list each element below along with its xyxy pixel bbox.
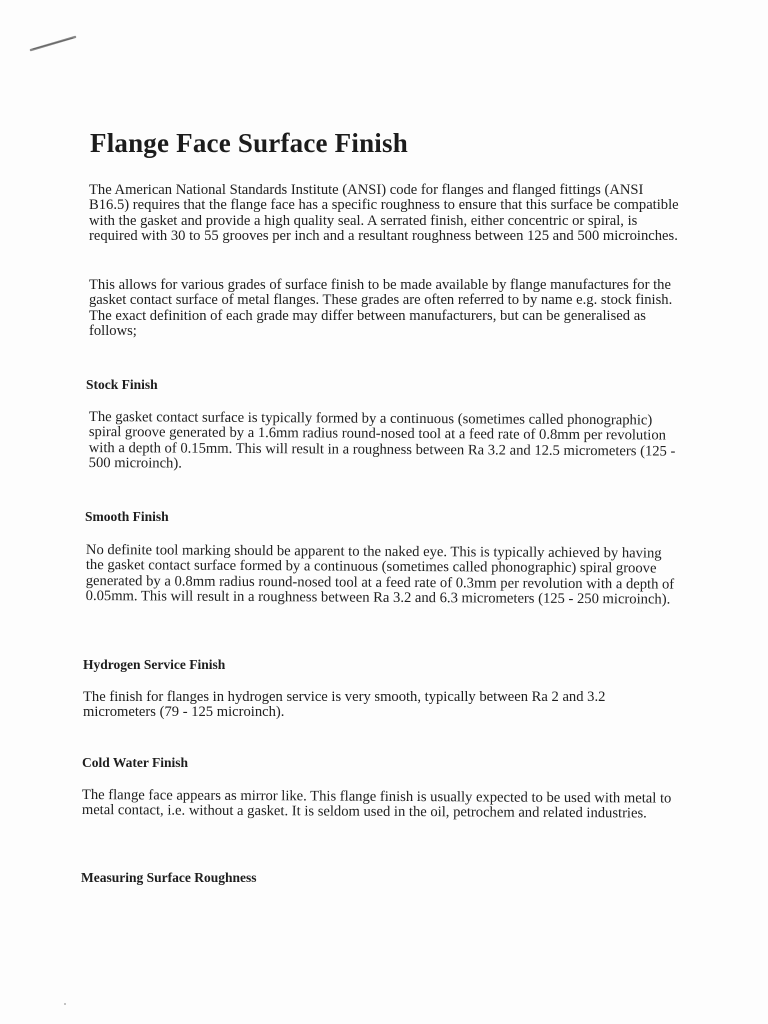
section-heading-hydrogen-service-finish: Hydrogen Service Finish [83, 657, 226, 672]
section-body-cold-water-finish: The flange face appears as mirror like. This flange finish is usually expected to be used with metal to metal contact, i.e. without a gasket. It is seldom used in the oil, petrochem and related industries. [81, 787, 672, 822]
section-body-hydrogen-service-finish: The finish for flanges in hydrogen service is very smooth, typically between Ra 2 and 3.2 micrometers (79 - 125 microinch). [83, 689, 606, 721]
section-heading-cold-water-finish: Cold Water Finish [82, 755, 189, 770]
section-heading-smooth-finish: Smooth Finish [85, 509, 169, 524]
intro-paragraph: The American National Standards Institute (ANSI) code for flanges and flanged fittings (ANSI B16.5) requires that the flange face has a specific roughness to ensure that this surface be compatible with the gasket and provide a high quality seal. A serrated finish, either concentric or spiral, is required with 30 to 55 grooves per inch and a resultant roughness between 125 and 500 microinches. [89, 182, 679, 245]
page-title: Flange Face Surface Finish [90, 128, 408, 158]
section-body-stock-finish: The gasket contact surface is typically formed by a continuous (sometimes called phonographic) spiral groove generated by a 1.6mm radius round-nosed tool at a feed rate of 0.8mm per revolution with a depth of 0.15mm. This will result in a roughness between Ra 3.2 and 12.5 micrometers (125 - 500 microinch). [88, 409, 676, 472]
pen-mark-icon [28, 30, 84, 54]
section-body-smooth-finish: No definite tool marking should be apparent to the naked eye. This is typically achieved by having the gasket contact surface formed by a continuous (sometimes called phonographic) spiral groove generated by a 0.8mm radius round-nosed tool at a feed rate of 0.3mm per revolution with a depth of 0.05mm. This will result in a roughness between Ra 3.2 and 6.3 micrometers (125 - 250 microinch). [85, 542, 675, 608]
intro-paragraph: This allows for various grades of surface finish to be made available by flange manufactures for the gasket contact surface of metal flanges. These grades are often referred to by name e.g. stock finish. The exact definition of each grade may differ between manufacturers, but can be generalised as follows; [89, 277, 673, 340]
scan-speck [64, 1003, 66, 1005]
section-heading-measuring-surface-roughness: Measuring Surface Roughness [81, 870, 257, 885]
section-heading-stock-finish: Stock Finish [86, 377, 158, 392]
